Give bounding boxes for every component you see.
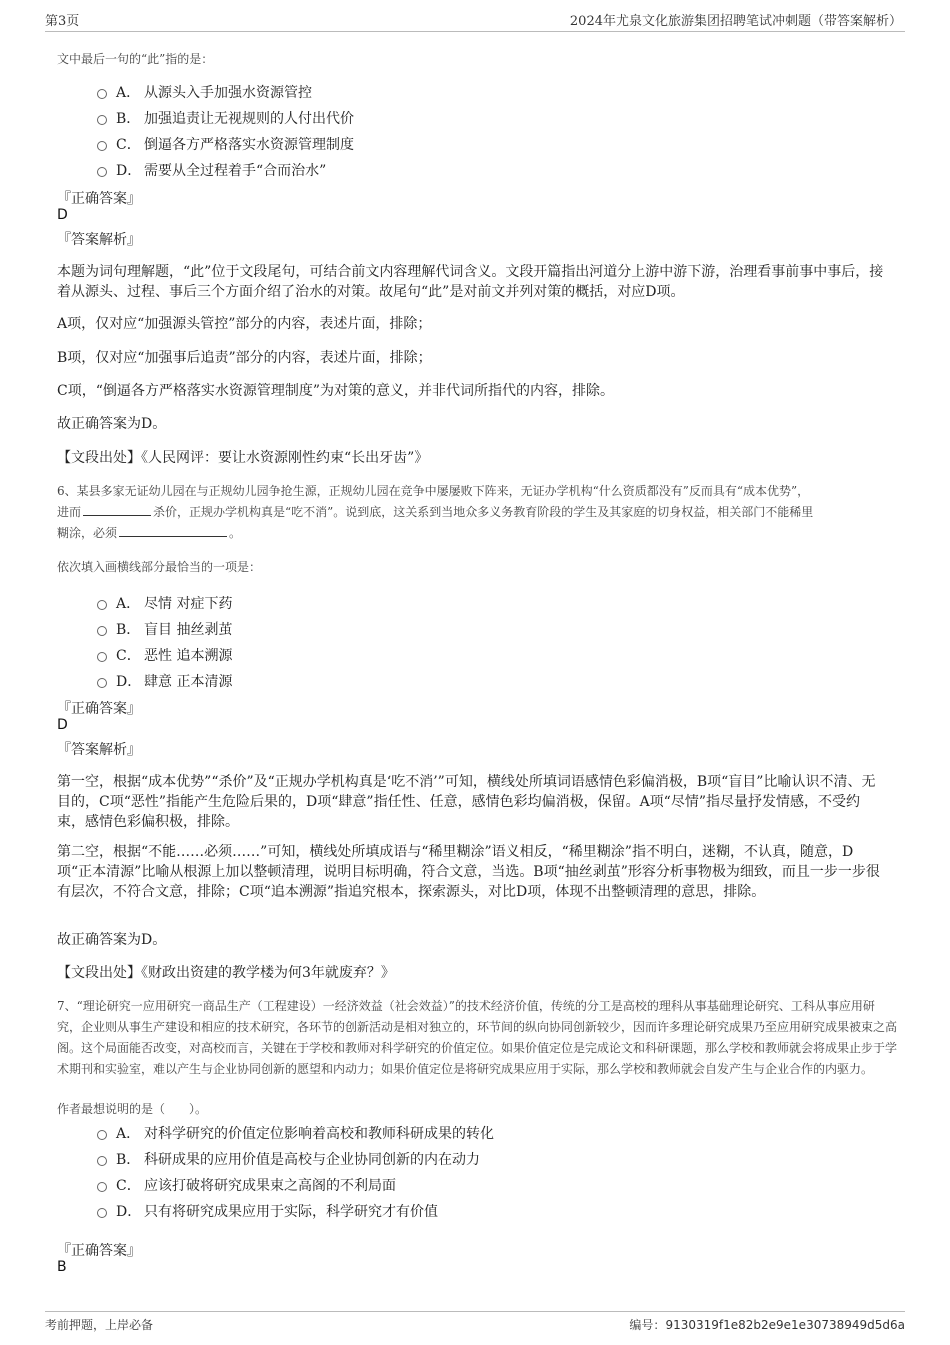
- answer-label: 『正确答案』: [57, 1243, 141, 1259]
- question-prompt: 作者最想说明的是（ ）。: [57, 1102, 208, 1116]
- analysis-paragraph: C项，“倒逼各方严格落实水资源管理制度”为对策的意义，并非代词所指代的内容，排除。: [57, 383, 615, 399]
- fill-blank[interactable]: [83, 502, 151, 516]
- answer-value: D: [57, 717, 68, 733]
- radio-icon[interactable]: [97, 652, 107, 662]
- radio-icon[interactable]: [97, 600, 107, 610]
- source-citation: 【文段出处】《人民网评：要让水资源刚性约束“长出牙齿”》: [57, 450, 429, 466]
- document-code: 编号：9130319f1e82b2e9e1e30738949d5d6a: [629, 1318, 905, 1332]
- analysis-paragraph: B项，仅对应“加强事后追责”部分的内容，表述片面，排除；: [57, 350, 432, 366]
- option-c[interactable]: C． 应该打破将研究成果束之高阁的不利局面: [97, 1175, 396, 1195]
- option-c[interactable]: C． 恶性 追本溯源: [97, 645, 232, 665]
- option-d[interactable]: D． 需要从全过程着手“合而治水”: [97, 160, 326, 180]
- option-a[interactable]: A． 对科学研究的价值定位影响着高校和教师科研成果的转化: [97, 1123, 494, 1143]
- option-b[interactable]: B． 加强追责让无视规则的人付出代价: [97, 108, 354, 128]
- radio-icon[interactable]: [97, 115, 107, 125]
- fill-blank[interactable]: [119, 523, 227, 537]
- radio-icon[interactable]: [97, 1130, 107, 1140]
- question-stem: 文中最后一句的“此”指的是：: [57, 52, 214, 66]
- radio-icon[interactable]: [97, 678, 107, 688]
- option-a[interactable]: A． 从源头入手加强水资源管控: [97, 82, 312, 102]
- radio-icon[interactable]: [97, 89, 107, 99]
- option-b[interactable]: B． 科研成果的应用价值是高校与企业协同创新的内在动力: [97, 1149, 480, 1169]
- radio-icon[interactable]: [97, 1208, 107, 1218]
- answer-label: 『正确答案』: [57, 191, 141, 207]
- footer-divider: [45, 1311, 905, 1312]
- analysis-paragraph: 第二空，根据“不能……必须……”可知，横线处所填成语与“稀里糊涂”语义相反，“稀里糊涂”指不明白，迷糊，不认真，随意，D项“正本清源”比喻从根源上加以整顿清理，说明目标明确，符合文意，当选。B项“抽丝剥茧”形容分析事物极为细致，而且一步一步很有层次，不符合文意，排除；C项“追本溯源”指追究根本，探索源头，对比D项，体现不出整顿清理的意思，排除。: [57, 844, 880, 900]
- option-c[interactable]: C． 倒逼各方严格落实水资源管理制度: [97, 134, 354, 154]
- header-divider: [45, 31, 905, 32]
- analysis-conclusion: 故正确答案为D。: [57, 932, 167, 948]
- option-a[interactable]: A． 尽情 对症下药: [97, 593, 232, 613]
- radio-icon[interactable]: [97, 1156, 107, 1166]
- question-stem: 6、某县多家无证幼儿园在与正规幼儿园争抢生源，正规幼儿园在竞争中屡屡败下阵来，无证办学机构“什么资质都没有”反而具有“成本优势”， 进而 杀价，正规办学机构真是“吃不消”。说到底，这关系到当地众多义务教育阶段的学生及其家庭的切身权益，相关部门不能稀里 糊涂，必须 。: [57, 484, 814, 540]
- option-d[interactable]: D． 肆意 正本清源: [97, 671, 232, 691]
- question-stem: 7、“理论研究一应用研究一商品生产（工程建设）一经济效益（社会效益）”的技术经济价值，传统的分工是高校的理科从事基础理论研究、工科从事应用研究，企业则从事生产建设和相应的技术研究，各环节的创新活动是相对独立的，环节间的纵向协同创新较少，因而许多理论研究成果乃至应用研究成果被束之高阁。这个局面能否改变，对高校而言，关键在于学校和教师对科学研究的价值定位。如果价值定位是完成论文和科研课题，那么学校和教师就会将成果止步于学术期刊和实验室，难以产生与企业协同创新的愿望和内动力；如果价值定位是将研究成果应用于实际，那么学校和教师就会自发产生与企业合作的内驱力。: [57, 999, 898, 1076]
- footer-slogan: 考前押题，上岸必备: [45, 1318, 154, 1332]
- document-title: 2024年尤泉文化旅游集团招聘笔试冲刺题（带答案解析）: [569, 14, 902, 29]
- radio-icon[interactable]: [97, 167, 107, 177]
- radio-icon[interactable]: [97, 141, 107, 151]
- analysis-label: 『答案解析』: [57, 232, 141, 248]
- analysis-paragraph: 第一空，根据“成本优势”“杀价”及“正规办学机构真是‘吃不消’”可知，横线处所填词语感情色彩偏消极，B项“盲目”比喻认识不清、无目的，C项“恶性”指能产生危险后果的，D项“肆意”指任性、任意，感情色彩均偏消极，保留。A项“尽情”指尽量抒发情感，不受约束，感情色彩偏积极，排除。: [57, 774, 876, 830]
- radio-icon[interactable]: [97, 1182, 107, 1192]
- radio-icon[interactable]: [97, 626, 107, 636]
- analysis-label: 『答案解析』: [57, 742, 141, 758]
- answer-label: 『正确答案』: [57, 701, 141, 717]
- analysis-conclusion: 故正确答案为D。: [57, 416, 167, 432]
- source-citation: 【文段出处】《财政出资建的教学楼为何3年就废弃？》: [57, 965, 395, 981]
- page-number: 第3页: [45, 14, 80, 29]
- option-b[interactable]: B． 盲目 抽丝剥茧: [97, 619, 232, 639]
- option-d[interactable]: D． 只有将研究成果应用于实际，科学研究才有价值: [97, 1201, 438, 1221]
- analysis-paragraph: 本题为词句理解题，“此”位于文段尾句，可结合前文内容理解代词含义。文段开篇指出河道分上游中游下游，治理看事前事中事后，接着从源头、过程、事后三个方面介绍了治水的对策。故尾句“此”是对前文并列对策的概括，对应D项。: [57, 264, 884, 300]
- answer-value: B: [57, 1259, 67, 1275]
- question-prompt: 依次填入画横线部分最恰当的一项是：: [57, 560, 262, 574]
- analysis-paragraph: A项，仅对应“加强源头管控”部分的内容，表述片面，排除；: [57, 316, 432, 332]
- answer-value: D: [57, 207, 68, 223]
